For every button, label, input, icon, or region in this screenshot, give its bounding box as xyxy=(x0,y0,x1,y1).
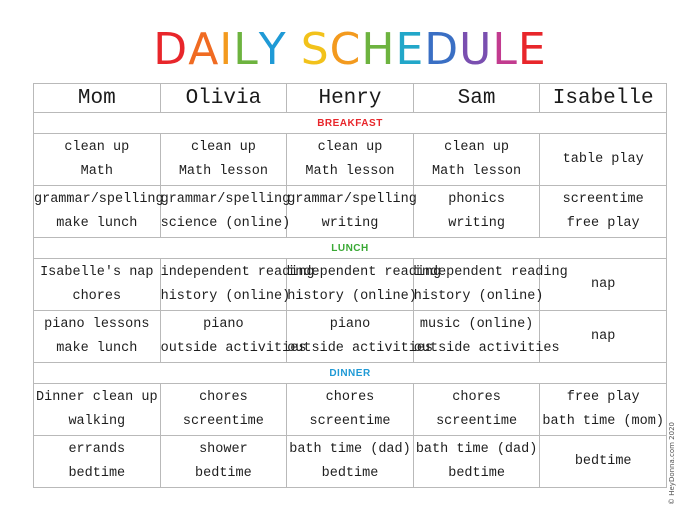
activity-text: writing xyxy=(321,215,379,231)
activity-text: outside activities xyxy=(287,340,434,356)
meal-label-lunch: LUNCH xyxy=(34,238,667,259)
activity-text: chores xyxy=(72,288,122,304)
title-letter: L xyxy=(233,24,259,75)
schedule-cell-olivia xyxy=(160,186,291,238)
title-letter: L xyxy=(492,24,518,75)
activity-text: bath time (dad) xyxy=(289,441,411,457)
activity-text: nap xyxy=(591,328,616,344)
activity-text: grammar/spelling xyxy=(160,191,291,207)
meal-row xyxy=(34,113,667,134)
activity-text: clean up xyxy=(444,139,509,155)
activity-text: clean up xyxy=(64,139,130,155)
schedule-cell-olivia xyxy=(160,259,315,311)
activity-text: independent reading xyxy=(413,264,568,280)
table-row xyxy=(34,186,667,238)
copyright-credit: © HeyDonna.com 2020 xyxy=(668,422,676,505)
schedule-cell-isabelle xyxy=(540,436,667,488)
column-header-henry: Henry xyxy=(287,84,414,113)
schedule-cell-henry xyxy=(287,436,414,488)
activity-text: Math lesson xyxy=(305,163,395,179)
activity-text: history (online) xyxy=(287,288,417,304)
activity-text: Math lesson xyxy=(432,163,522,179)
activity-text: screentime xyxy=(562,191,644,207)
schedule-cell-mom xyxy=(34,311,161,363)
activity-text: bath time (mom) xyxy=(542,413,664,429)
column-header-sam: Sam xyxy=(413,84,540,113)
activity-text: shower xyxy=(199,441,248,457)
activity-text: outside activities xyxy=(160,340,307,356)
activity-text: writing xyxy=(448,215,505,231)
meal-label-dinner: DINNER xyxy=(34,363,667,384)
schedule-cell-sam xyxy=(413,436,540,488)
schedule-cell-mom xyxy=(34,134,161,186)
table-row xyxy=(34,134,667,186)
activity-text: grammar/spelling xyxy=(34,191,164,207)
activity-text: outside activities xyxy=(413,340,560,356)
activity-text: independent reading xyxy=(287,264,442,280)
schedule-cell-henry xyxy=(287,186,417,238)
title-letter: D xyxy=(424,24,460,75)
activity-text: errands xyxy=(68,441,126,457)
activity-text: screentime xyxy=(436,413,518,429)
activity-text: make lunch xyxy=(56,340,138,356)
activity-text: walking xyxy=(68,413,126,429)
activity-text: bedtime xyxy=(574,453,632,469)
table-row xyxy=(34,259,667,311)
activity-text: bedtime xyxy=(195,465,252,481)
schedule-cell-sam xyxy=(413,186,540,238)
table-row xyxy=(34,311,667,363)
activity-text: bedtime xyxy=(68,465,126,481)
activity-text: free play xyxy=(566,389,640,405)
title-letter: D xyxy=(153,24,189,75)
table-row xyxy=(34,436,667,488)
activity-text: Math xyxy=(80,163,113,179)
meal-row xyxy=(34,363,667,384)
activity-text: history (online) xyxy=(160,288,291,304)
schedule-cell-isabelle xyxy=(540,186,667,238)
table-row xyxy=(34,384,667,436)
schedule-cell-mom xyxy=(34,259,161,311)
activity-text: chores xyxy=(325,389,375,405)
activity-text: music (online) xyxy=(419,316,534,332)
schedule-cell-isabelle xyxy=(540,384,667,436)
header-row xyxy=(34,84,667,113)
activity-text: bedtime xyxy=(448,465,505,481)
title-letter: E xyxy=(395,24,425,75)
schedule-cell-mom xyxy=(34,384,161,436)
activity-text: chores xyxy=(452,389,501,405)
schedule-cell-sam xyxy=(413,134,540,186)
schedule-cell-henry xyxy=(287,259,442,311)
activity-text: clean up xyxy=(317,139,383,155)
activity-text: Dinner clean up xyxy=(36,389,158,405)
title-letter: I xyxy=(219,24,234,75)
schedule-table xyxy=(33,83,667,488)
schedule-cell-sam xyxy=(413,259,568,311)
activity-text: piano xyxy=(203,316,244,332)
activity-text: phonics xyxy=(448,191,505,207)
activity-text: piano xyxy=(329,316,371,332)
schedule-cell-henry xyxy=(287,311,434,363)
activity-text: screentime xyxy=(309,413,391,429)
activity-text: screentime xyxy=(182,413,264,429)
schedule-body xyxy=(34,113,667,488)
activity-text: free play xyxy=(566,215,640,231)
activity-text: chores xyxy=(199,389,248,405)
title-letter: H xyxy=(361,24,396,75)
activity-text: piano lessons xyxy=(44,316,150,332)
schedule-cell-olivia xyxy=(160,384,287,436)
schedule-cell-mom xyxy=(34,436,161,488)
column-header-isabelle: Isabelle xyxy=(540,84,667,113)
title-letter: U xyxy=(459,24,493,75)
title-letter: E xyxy=(517,24,547,75)
schedule-cell-sam xyxy=(413,311,560,363)
column-header-olivia: Olivia xyxy=(160,84,287,113)
schedule-cell-henry xyxy=(287,134,414,186)
activity-text: clean up xyxy=(190,139,256,155)
activity-text: independent reading xyxy=(160,264,315,280)
title-letter: S xyxy=(300,24,330,75)
title-letter: Y xyxy=(258,24,287,75)
schedule-cell-henry xyxy=(287,384,414,436)
schedule-cell-sam xyxy=(413,384,540,436)
title-letter: A xyxy=(188,24,220,75)
activity-text: grammar/spelling xyxy=(287,191,417,207)
schedule-cell-isabelle xyxy=(540,134,667,186)
schedule-cell-olivia xyxy=(160,134,287,186)
schedule-cell-mom xyxy=(34,186,164,238)
meal-row xyxy=(34,238,667,259)
activity-text: Math lesson xyxy=(178,163,268,179)
activity-text: history (online) xyxy=(413,288,544,304)
schedule-cell-olivia xyxy=(160,311,307,363)
activity-text: bath time (dad) xyxy=(415,441,538,457)
column-header-mom: Mom xyxy=(34,84,161,113)
page-title xyxy=(0,22,700,78)
schedule-cell-olivia xyxy=(160,436,287,488)
activity-text: nap xyxy=(591,276,616,292)
activity-text: science (online) xyxy=(160,215,291,231)
activity-text: bedtime xyxy=(321,465,379,481)
title-letter: C xyxy=(329,24,362,75)
meal-label-breakfast: BREAKFAST xyxy=(34,113,667,134)
activity-text: make lunch xyxy=(56,215,138,231)
activity-text: table play xyxy=(562,151,644,167)
activity-text: Isabelle's nap xyxy=(40,264,154,280)
